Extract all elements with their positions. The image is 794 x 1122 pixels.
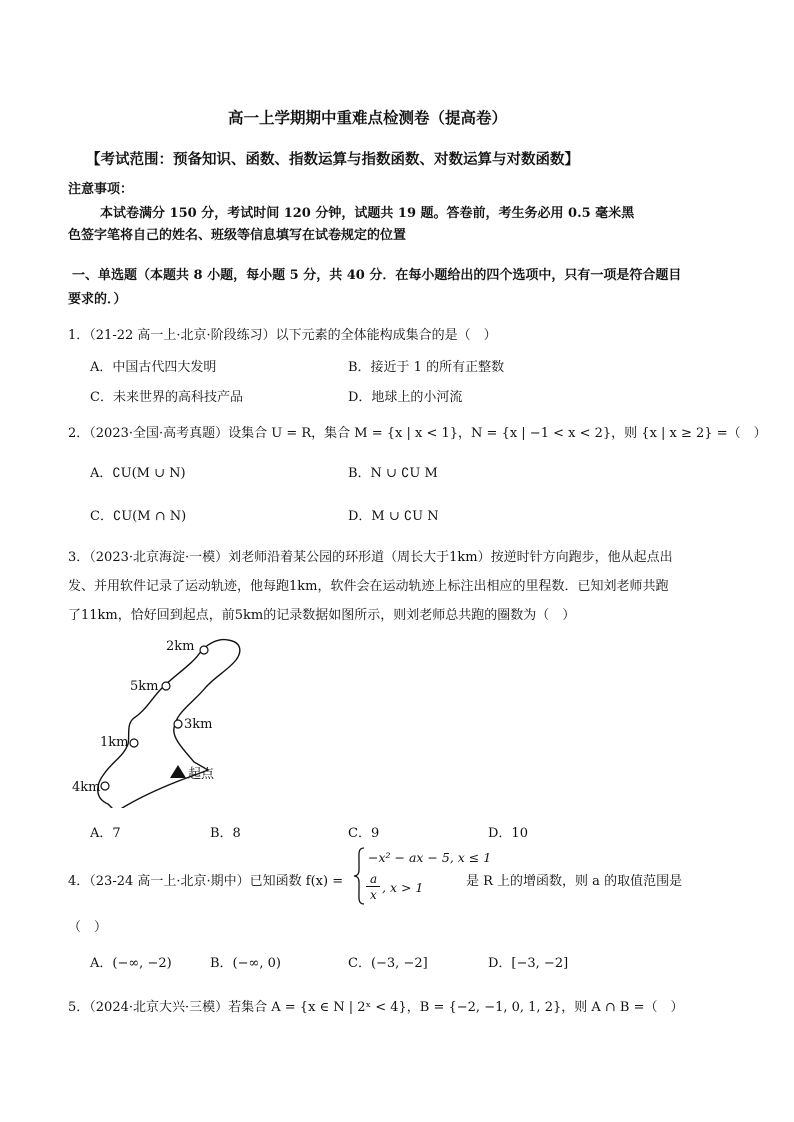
label-2km: 2km (166, 639, 195, 654)
q5-stem: 5．（2024·北京大兴·三模）若集合 A = {x ∈ N | 2ˣ < 4}，B = {−2, −1, 0, 1, 2}，则 A ∩ B =（ ） (68, 1000, 684, 1015)
q4-case-2-numerator: a (370, 872, 378, 886)
q1-option-c[interactable]: C．未来世界的高科技产品 (90, 390, 243, 405)
label-1km: 1km (100, 735, 129, 750)
section-heading-line-1: 一、单选题（本题共 8 小题，每小题 5 分，共 40 分．在每小题给出的四个选项中，只有一项是符合题目 (72, 268, 682, 283)
q1-stem: 1．（21-22 高一上·北京·阶段练习）以下元素的全体能构成集合的是（ ） (68, 328, 497, 343)
exam-title: 高一上学期期中重难点检测卷（提高卷） (228, 108, 508, 127)
q2-option-b[interactable]: B．N ∪ ∁U M (348, 466, 438, 481)
running-track-figure (60, 628, 260, 808)
q4-case-2-denominator: x (370, 888, 377, 902)
label-4km: 4km (72, 780, 101, 795)
q2-option-d[interactable]: D．M ∪ ∁U N (348, 509, 439, 524)
track-loop (98, 640, 240, 808)
q4-case-1: −x² − ax − 5, x ≤ 1 (368, 850, 492, 865)
label-5km: 5km (130, 679, 159, 694)
piecewise-brace (352, 846, 366, 906)
q3-option-a[interactable]: A．7 (90, 826, 121, 841)
q4-option-c[interactable]: C．(−3, −2] (348, 956, 428, 971)
q3-stem-line-2: 发、并用软件记录了运动轨迹，他每跑1km，软件会在运动轨迹上标注出相应的里程数．已知刘老师共跑 (68, 579, 669, 594)
q3-option-b[interactable]: B．8 (210, 826, 241, 841)
q4-case-2-condition: , x > 1 (382, 880, 424, 895)
q1-option-d[interactable]: D．地球上的小河流 (348, 390, 463, 405)
marker-3km (174, 720, 182, 728)
q3-stem-line-3: 了11km，恰好回到起点，前5km的记录数据如图所示，则刘老师总共跑的圈数为（ ） (68, 608, 576, 623)
q4-stem-suffix: 是 R 上的增函数，则 a 的取值范围是 (466, 874, 683, 889)
q2-option-a[interactable]: A．∁U(M ∪ N) (90, 466, 186, 481)
label-start: 起点 (188, 767, 215, 782)
q4-option-a[interactable]: A．(−∞, −2) (90, 956, 172, 971)
q4-stem-prefix: 4．（23-24 高一上·北京·期中）已知函数 f(x) = (68, 874, 344, 889)
q2-stem: 2．（2023·全国·高考真题）设集合 U = R，集合 M = {x | x < 1}，N = {x | −1 < x < 2}，则 {x | x ≥ 2} =（ ） (68, 426, 767, 441)
q4-answer-paren: （ ） (68, 920, 108, 935)
q4-option-d[interactable]: D．[−3, −2] (488, 956, 569, 971)
q1-option-b[interactable]: B．接近于 1 的所有正整数 (348, 360, 505, 375)
q3-stem-line-1: 3．（2023·北京海淀·一模）刘老师沿着某公园的环形道（周长大于1km）按逆时针方向跑步，他从起点出 (68, 550, 673, 565)
notice-line-1: 本试卷满分 150 分，考试时间 120 分钟，试题共 19 题。答卷前，考生务必用 0.5 毫米黑 (100, 206, 635, 221)
q4-fraction-bar (366, 886, 380, 887)
label-3km: 3km (184, 717, 213, 732)
marker-5km (162, 682, 170, 690)
notice-heading: 注意事项： (68, 182, 134, 197)
q3-option-d[interactable]: D．10 (488, 826, 528, 841)
notice-line-2: 色签字笔将自己的姓名、班级等信息填写在试卷规定的位置 (68, 228, 407, 243)
exam-scope: 【考试范围：预备知识、函数、指数运算与指数函数、对数运算与对数函数】 (86, 151, 579, 168)
q3-option-c[interactable]: C．9 (348, 826, 380, 841)
marker-4km (101, 782, 109, 790)
q4-option-b[interactable]: B．(−∞, 0) (210, 956, 281, 971)
q1-option-a[interactable]: A．中国古代四大发明 (90, 360, 217, 375)
marker-2km (200, 646, 208, 654)
start-marker (170, 765, 186, 778)
q2-option-c[interactable]: C．∁U(M ∩ N) (90, 509, 187, 524)
section-heading-line-2: 要求的．） (68, 292, 127, 307)
marker-1km (130, 739, 138, 747)
